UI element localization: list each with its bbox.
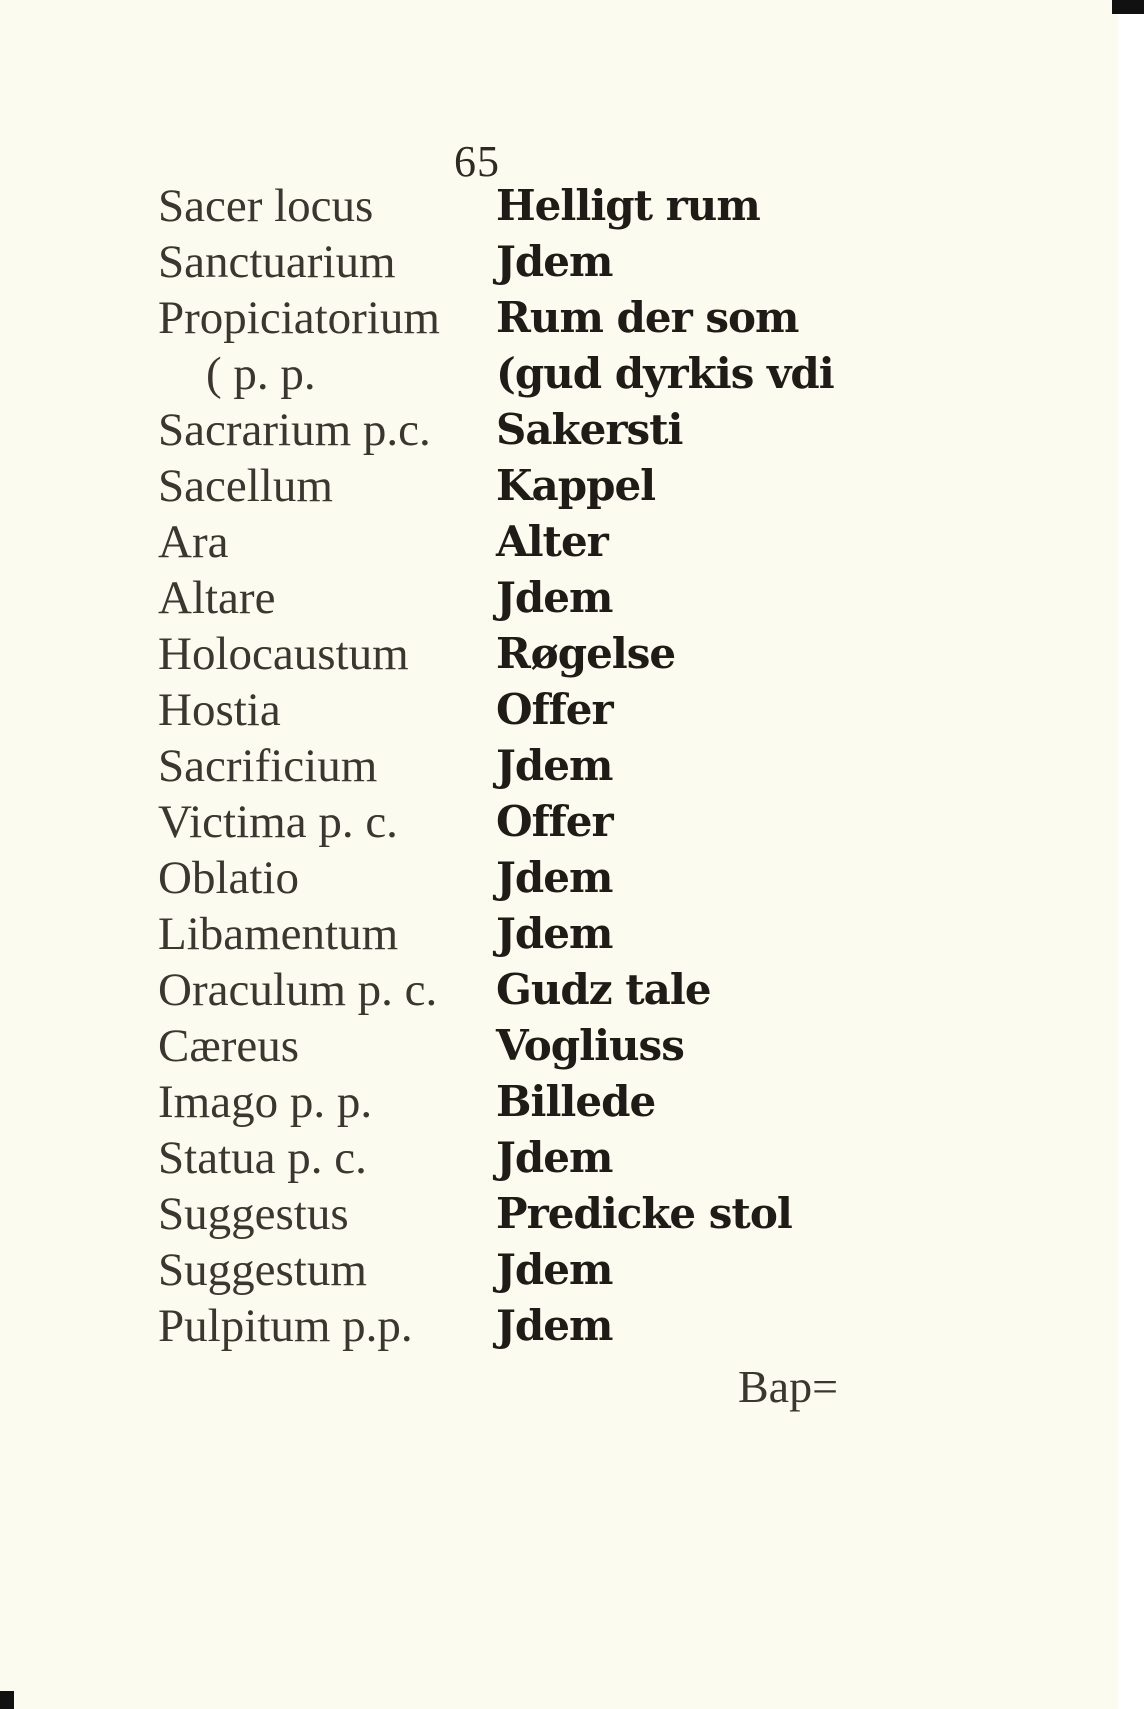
glossary-row bbox=[158, 682, 878, 738]
glossary-row bbox=[158, 570, 878, 626]
danish-term: Vogliuss bbox=[496, 1021, 684, 1070]
page-number: 65 bbox=[454, 137, 500, 186]
danish-term: Jdem bbox=[496, 1133, 613, 1182]
danish-term: Rum der som bbox=[496, 293, 799, 342]
danish-term: Jdem bbox=[496, 741, 613, 790]
danish-term: Offer bbox=[496, 685, 613, 734]
glossary-row bbox=[158, 1130, 878, 1186]
danish-term: Røgelse bbox=[496, 629, 676, 678]
danish-term: Jdem bbox=[496, 237, 613, 286]
glossary-row bbox=[158, 1018, 878, 1074]
latin-term: Statua p. c. bbox=[158, 1132, 367, 1184]
scan-corner-mark bbox=[0, 1691, 14, 1709]
latin-term: Sacrarium p.c. bbox=[158, 404, 431, 456]
glossary-row bbox=[158, 402, 878, 458]
latin-term: Pulpitum p.p. bbox=[158, 1300, 413, 1352]
latin-term: Oblatio bbox=[158, 852, 299, 904]
latin-term: Victima p. c. bbox=[158, 796, 398, 848]
glossary-row bbox=[158, 906, 878, 962]
latin-term: Holocaustum bbox=[158, 628, 409, 680]
danish-term: Jdem bbox=[496, 1301, 613, 1350]
catchword: Bap= bbox=[738, 1361, 839, 1412]
danish-term: Kappel bbox=[496, 461, 656, 510]
scan-corner-mark bbox=[1112, 0, 1144, 14]
latin-term: Suggestum bbox=[158, 1244, 367, 1296]
glossary-row bbox=[158, 850, 878, 906]
latin-term: Cæreus bbox=[158, 1020, 299, 1072]
glossary-row bbox=[158, 514, 878, 570]
scan-border bbox=[1118, 0, 1144, 1709]
latin-term: Hostia bbox=[158, 684, 281, 736]
glossary-list bbox=[158, 178, 878, 1354]
latin-term: Altare bbox=[158, 572, 276, 624]
danish-term: Jdem bbox=[496, 853, 613, 902]
danish-term: (gud dyrkis vdi bbox=[496, 349, 834, 398]
glossary-row bbox=[158, 1298, 878, 1354]
latin-term: Ara bbox=[158, 516, 229, 568]
latin-term: Oraculum p. c. bbox=[158, 964, 438, 1016]
danish-term: Jdem bbox=[496, 909, 613, 958]
danish-term: Jdem bbox=[496, 1245, 613, 1294]
danish-term: Jdem bbox=[496, 573, 613, 622]
latin-term: Sanctuarium bbox=[158, 236, 396, 288]
latin-term: ( p. p. bbox=[206, 348, 316, 400]
glossary-row bbox=[158, 962, 878, 1018]
danish-term: Alter bbox=[496, 517, 608, 566]
glossary-row bbox=[158, 178, 878, 234]
danish-term: Helligt rum bbox=[496, 181, 760, 230]
latin-term: Suggestus bbox=[158, 1188, 349, 1240]
glossary-row bbox=[158, 1074, 878, 1130]
glossary-row bbox=[158, 290, 878, 346]
glossary-row bbox=[158, 738, 878, 794]
danish-term: Offer bbox=[496, 797, 613, 846]
glossary-row bbox=[158, 458, 878, 514]
latin-term: Sacrificium bbox=[158, 740, 378, 792]
glossary-row bbox=[158, 1186, 878, 1242]
latin-term: Libamentum bbox=[158, 908, 399, 960]
danish-term: Sakersti bbox=[496, 405, 683, 454]
latin-term: Imago p. p. bbox=[158, 1076, 373, 1128]
danish-term: Billede bbox=[496, 1077, 656, 1126]
danish-term: Gudz tale bbox=[496, 965, 711, 1014]
glossary-row bbox=[158, 346, 878, 402]
glossary-row bbox=[158, 234, 878, 290]
glossary-row bbox=[158, 626, 878, 682]
latin-term: Sacer locus bbox=[158, 180, 374, 232]
latin-term: Propiciatorium bbox=[158, 292, 440, 344]
latin-term: Sacellum bbox=[158, 460, 333, 512]
glossary-row bbox=[158, 1242, 878, 1298]
danish-term: Predicke stol bbox=[496, 1189, 792, 1238]
glossary-row bbox=[158, 794, 878, 850]
